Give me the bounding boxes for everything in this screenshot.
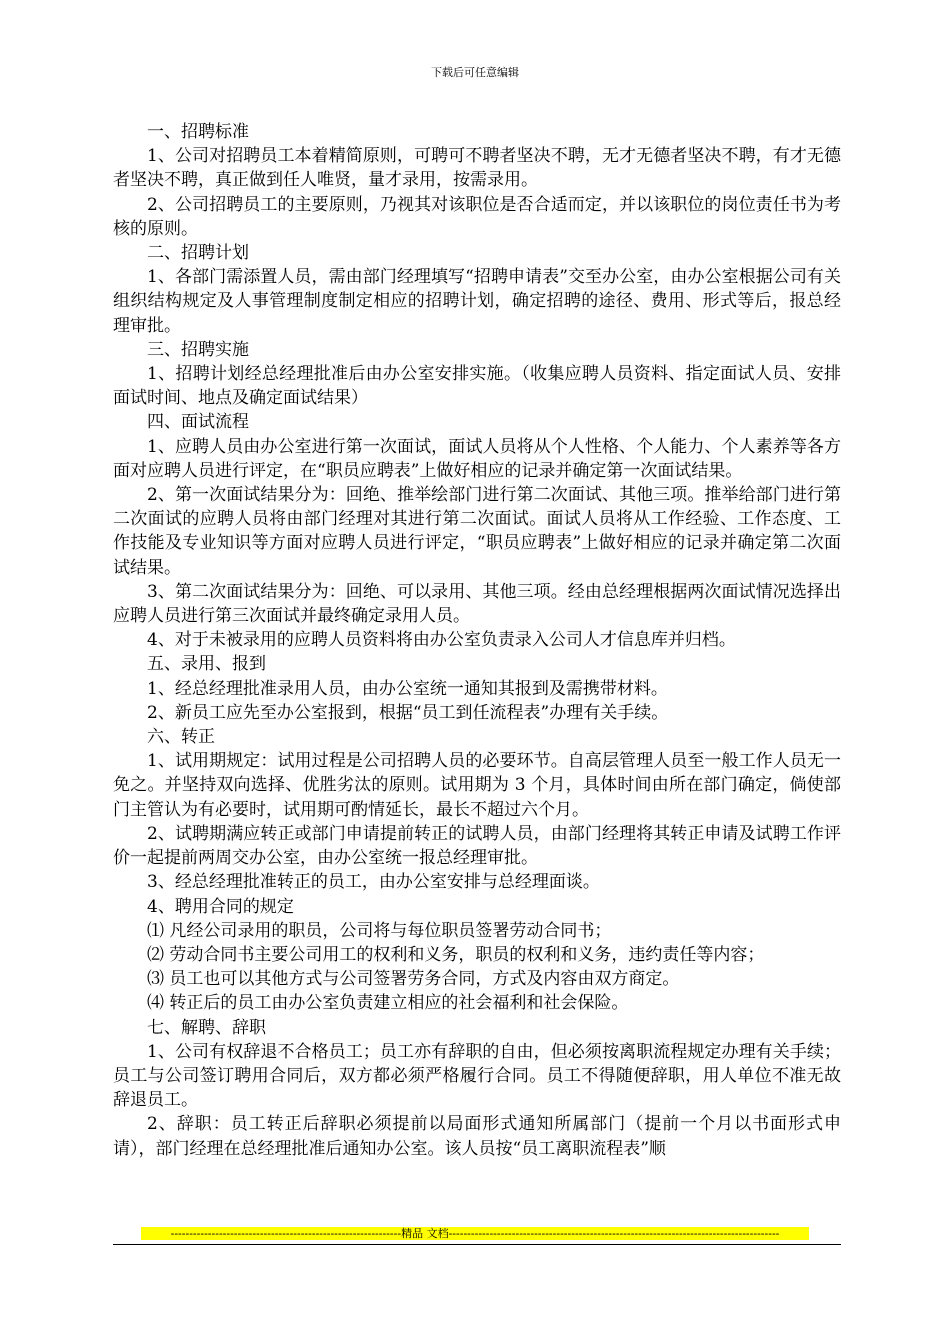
list-item: ⑷ 转正后的员工由办公室负责建立相应的社会福利和社会保险。: [147, 993, 629, 1014]
paragraph: 2、试聘期满应转正或部门申请提前转正的试聘人员，由部门经理将其转正申请及试聘工作评价一起提前两周交办公室，由办公室统一报总经理审批。: [113, 823, 841, 869]
section-heading: 七、解聘、辞职: [147, 1017, 266, 1038]
list-item: ⑵ 劳动合同书主要公司用工的权利和义务，职员的权利和义务，违约责任等内容；: [147, 944, 765, 965]
paragraph: 1、应聘人员由办公室进行第一次面试，面试人员将从个人性格、个人能力、个人素养等各方面对应聘人员进行评定，在“职员应聘表”上做好相应的记录并确定第一次面试结果。: [113, 436, 841, 481]
paragraph: 1、公司有权辞退不合格员工；员工亦有辞职的自由，但必须按离职流程规定办理有关手续；员工与公司签订聘用合同后，双方都必须严格履行合同。员工不得随便辞职，用人单位不准无故辞退员工。: [113, 1041, 841, 1111]
paragraph: 1、试用期规定：试用过程是公司招聘人员的必要环节。自高层管理人员至一般工作人员无一免之。并坚持双向选择、优胜劣汰的原则。试用期为 3 个月，具体时间由所在部门确定，倘使部门主管认为有必要时，试用期可酌情延长，最长不超过六个月。: [113, 751, 841, 820]
list-item: ⑴ 凡经公司录用的职员，公司将与每位职员签署劳动合同书；: [147, 920, 612, 941]
paragraph: 1、公司对招聘员工本着精简原则，可聘可不聘者坚决不聘，无才无德者坚决不聘，有才无德者坚决不聘，真正做到任人唯贤，量才录用，按需录用。: [113, 146, 841, 191]
section-heading: 四、面试流程: [147, 412, 249, 433]
paragraph: 4、聘用合同的规定: [147, 896, 294, 917]
paragraph: 2、第一次面试结果分为：回绝、推举绘部门进行第二次面试、其他三项。推举给部门进行第二次面试的应聘人员将由部门经理对其进行第二次面试。面试人员将从工作经验、工作态度、工作技能及专业知识等方面对应聘人员进行评定，“职员应聘表”上做好相应的记录并确定第二次面试结果。: [113, 485, 841, 578]
footer-dashes-right: -----------------------------------------------------------------------------------------: [448, 1227, 780, 1240]
footer-label: 精品 文档: [401, 1227, 449, 1240]
list-item: ⑶ 员工也可以其他方式与公司签署劳务合同，方式及内容由双方商定。: [147, 969, 680, 990]
paragraph: 1、经总经理批准录用人员，由办公室统一通知其报到及需携带材料。: [147, 678, 668, 699]
paragraph: 3、经总经理批准转正的员工，由办公室安排与总经理面谈。: [147, 872, 600, 893]
paragraph: 2、辞职：员工转正后辞职必须提前以局面形式通知所属部门（提前一个月以书面形式申请），部门经理在总经理批准后通知办公室。该人员按“员工离职流程表”顺: [113, 1114, 841, 1159]
paragraph: 1、各部门需添置人员，需由部门经理填写“招聘申请表”交至办公室，由办公室根据公司有关组织结构规定及人事管理制度制定相应的招聘计划，确定招聘的途径、费用、形式等后，报总经理审批。: [113, 267, 841, 336]
paragraph: 1、招聘计划经总经理批准后由办公室安排实施。（收集应聘人员资料、指定面试人员、安排面试时间、地点及确定面试结果）: [113, 364, 841, 409]
paragraph: 2、新员工应先至办公室报到，根据“员工到任流程表”办理有关手续。: [147, 702, 669, 723]
section-heading: 二、招聘计划: [147, 243, 249, 264]
footer-dashes-left: --------------------------------------------------------------: [170, 1227, 402, 1240]
section-heading: 五、录用、报到: [147, 654, 266, 675]
footer-banner: [141, 1227, 809, 1240]
document-body: [113, 120, 841, 1161]
section-heading: 一、招聘标准: [147, 122, 249, 142]
page-header: 下载后可任意编辑: [431, 66, 519, 79]
section-heading: 三、招聘实施: [147, 339, 249, 360]
footer-divider: [113, 1244, 841, 1245]
paragraph: 2、公司招聘员工的主要原则，乃视其对该职位是否合适而定，并以该职位的岗位责任书为考核的原则。: [113, 194, 841, 239]
section-heading: 六、转正: [147, 727, 215, 748]
paragraph: 4、对于未被录用的应聘人员资料将由办公室负责录入公司人才信息库并归档。: [147, 630, 736, 651]
paragraph: 3、第二次面试结果分为：回绝、可以录用、其他三项。经由总经理根据两次面试情况选择出应聘人员进行第三次面试并最终确定录用人员。: [113, 581, 841, 627]
